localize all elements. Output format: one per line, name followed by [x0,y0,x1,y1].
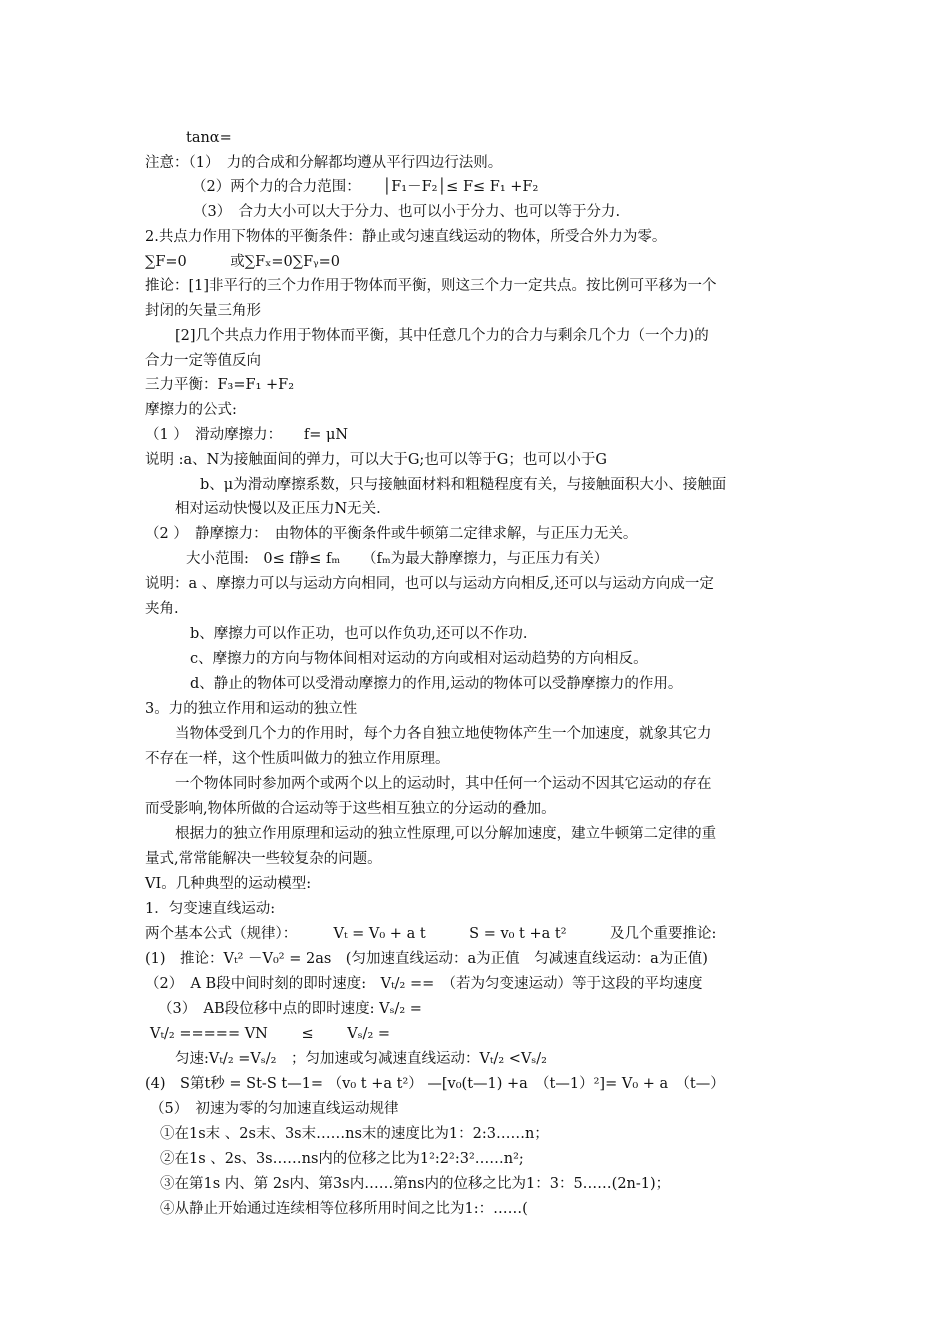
text-line: 大小范围: 0≤ f静≤ fₘ （fₘ为最大静摩擦力，与正压力有关） [186,551,609,567]
text-line: tanα= [186,130,232,146]
text-line: d、静止的物体可以受滑动摩擦力的作用,运动的物体可以受静摩擦力的作用。 [190,676,683,692]
text-line: （2 ） 静摩擦力： 由物体的平衡条件或牛顿第二定律求解，与正压力无关。 [145,526,638,542]
text-line: 根据力的独立作用原理和运动的独立性原理,可以分解加速度，建立牛顿第二定律的重 [175,826,717,842]
text-line: 而受影响,物体所做的合运动等于这些相互独立的分运动的叠加。 [145,801,556,817]
text-line: （3） AB段位移中点的即时速度: Vₛ/₂ = [158,1001,422,1017]
text-line: 注意：（1） 力的合成和分解都均遵从平行四边行法则。 [145,155,503,171]
text-line: VI。几种典型的运动模型: [145,876,312,892]
text-line: 1．匀变速直线运动: [145,901,276,917]
text-line: 一个物体同时参加两个或两个以上的运动时，其中任何一个运动不因其它运动的存在 [175,776,712,792]
text-line: 相对运动快慢以及正压力N无关. [175,501,381,517]
text-line: 推论：[1]非平行的三个力作用于物体而平衡，则这三个力一定共点。按比例可平移为一个 [145,278,717,294]
text-line: (4) S第t秒 = St-S t—1= （v₀ t +a t²） —[v₀(t—1) +a （t—1）²]= V₀ + a （t—） [145,1076,725,1092]
text-line: 两个基本公式（规律）： Vₜ = V₀ + a t S = v₀ t +a t² 及几个重要推论: [145,926,717,942]
text-line: Vₜ/₂ ===== VN ≤ Vₛ/₂ = [150,1026,391,1042]
text-line: ③在第1s 内、第 2s内、第3s内……第ns内的位移之比为1：3：5……(2n-1)； [160,1176,671,1192]
text-line: b、摩擦力可以作正功，也可以作负功,还可以不作功. [190,626,528,642]
text-line: 量式,常常能解决一些较复杂的问题。 [145,851,382,867]
text-line: 3。力的独立作用和运动的独立性 [145,701,358,717]
text-line: [2]几个共点力作用于物体而平衡，其中任意几个力的合力与剩余几个力（一个力)的 [175,328,709,344]
text-line: 当物体受到几个力的作用时，每个力各自独立地使物体产生一个加速度，就象其它力 [175,726,712,742]
text-line: 说明 :a、N为接触面间的弹力，可以大于G;也可以等于G；也可以小于G [145,452,607,468]
text-line: 摩擦力的公式: [145,402,237,418]
text-line: （2）两个力的合力范围： │F₁－F₂│≤ F≤ F₁ +F₂ [192,179,539,195]
text-line: 不存在一样，这个性质叫做力的独立作用原理。 [145,751,450,767]
text-line: (1) 推论：Vₜ² －V₀² = 2as (匀加速直线运动：a为正值 匀减速直线运动：a为正值) [145,951,708,967]
text-line: 三力平衡：F₃=F₁ +F₂ [145,377,295,393]
text-line: （1 ） 滑动摩擦力： f= μN [145,427,349,443]
text-line: ④从静止开始通过连续相等位移所用时间之比为1:：……( [160,1201,528,1217]
text-line: （3） 合力大小可以大于分力、也可以小于分力、也可以等于分力. [193,204,621,220]
text-line: c、摩擦力的方向与物体间相对运动的方向或相对运动趋势的方向相反。 [190,651,648,667]
text-line: 夹角. [145,601,179,617]
text-line: （5） 初速为零的匀加速直线运动规律 [150,1101,399,1117]
text-line: （2） A B段中间时刻的即时速度: Vₜ/₂ == （若为匀变速运动）等于这段的平均速度 [145,976,703,992]
text-line: 合力一定等值反向 [145,353,261,369]
text-line: 说明：a 、摩擦力可以与运动方向相同，也可以与运动方向相反,还可以与运动方向成一定 [145,576,714,592]
text-line: 封闭的矢量三角形 [145,303,261,319]
text-line: ①在1s末 、2s末、3s末……ns末的速度比为1：2:3……n； [160,1126,549,1142]
text-line: 2.共点力作用下物体的平衡条件：静止或匀速直线运动的物体，所受合外力为零。 [145,229,667,245]
text-line: ②在1s 、2s、3s……ns内的位移之比为1²:2²:3²……n²; [160,1151,524,1167]
text-line: 匀速:Vₜ/₂ =Vₛ/₂ ；匀加速或匀减速直线运动：Vₜ/₂ <Vₛ/₂ [175,1051,547,1067]
text-line: b、μ为滑动摩擦系数，只与接触面材料和粗糙程度有关，与接触面积大小、接触面 [200,477,727,493]
text-line: ∑F=0 或∑Fₓ=0∑Fᵧ=0 [145,254,340,270]
